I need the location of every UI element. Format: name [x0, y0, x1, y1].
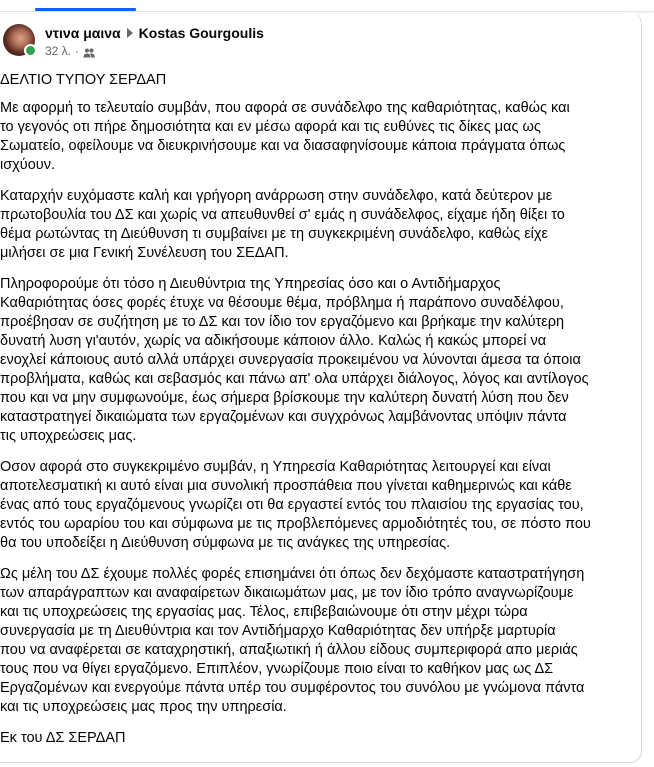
paragraph-line: μιλήσει σε μια Γενική Συνέλευση του ΣΕΔΑΠ. — [0, 245, 289, 261]
paragraph-line: συνεργασία με τη Διευθύντρια και τον Αντιδήμαρχο Καθαριότητας δεν υπήρξε μαρτυρία — [0, 623, 556, 639]
paragraph-line: που και να μην συμφωνούμε, έως σήμερα βρίσκουμε την καλύτερη δυνατή λύση που δεν — [0, 390, 569, 406]
paragraph-line: και τις υποχρεώσεις της εργασίας μας. Τέλος, επιβεβαιώνουμε ότι στην μέχρι τώρα — [0, 604, 528, 620]
paragraph-line: Σωματείο, οφείλουμε να διευκρινήσουμε και να διασαφηνίσουμε κάποια πράγματα όπως — [0, 138, 566, 154]
post-paragraph — [0, 187, 640, 263]
paragraph-line: θέμα ρωτώντας τη Διεύθυνση τι συμβαίνει με τη συγκεκριμένη συνάδελφο, καθώς είχε — [0, 226, 548, 242]
audience-friends-icon[interactable] — [83, 46, 95, 56]
post-body — [0, 71, 640, 760]
paragraph-line: αποτελεσματική κι αυτό είναι μια συνολική προσπάθεια που γίνεται καθημερινώς και κάθε — [0, 478, 572, 494]
paragraph-line: Με αφορμή το τελευταίο συμβάν, που αφορά σε συνάδελφο της καθαριότητας, καθώς και — [0, 100, 570, 116]
post-paragraphs — [0, 99, 640, 717]
post-timestamp-line — [45, 43, 264, 59]
post-timestamp-link[interactable]: 32 λ. — [45, 44, 72, 58]
paragraph-line: και τις υποχρεώσεις μας προς την υπηρεσία. — [0, 699, 287, 715]
paragraph-line: θα του υποδείξει η Διεύθυνση σύμφωνα με τις ανάγκες της υπηρεσίας. — [0, 535, 451, 551]
online-status-icon — [24, 44, 37, 57]
paragraph-line: Ως μέλη του ΔΣ έχουμε πολλές φορές επισημάνει ότι όπως δεν δεχόμαστε καταστρατήγηση — [0, 566, 585, 582]
paragraph-line: προβλήματα, καθώς και σεβασμός και πάνω απ' ολα υπάρχει διάλογος, λόγος και αντίλογος — [0, 371, 589, 387]
paragraph-line: των απαράγραπτων και αναφαίρετων δικαιωμάτων μας, με τον ίδιο τρόπο αναγνωρίζουμε — [0, 585, 574, 601]
paragraph-line: Καθαριότητας όσες φορές έτυχε να θέσουμε θέμα, πρόβλημα ή παράπονο συναδέλφου, — [0, 295, 564, 311]
post-signature: Εκ του ΔΣ ΣΕΡΔΑΠ — [0, 730, 126, 746]
paragraph-line: που να αναφέρεται σε καταχρηστική, απαξιωτική ή άλλου είδους συμπεριφορά απο μεριάς — [0, 642, 578, 658]
post-paragraph — [0, 458, 640, 553]
post-header — [3, 24, 264, 58]
paragraph-line: τις υποχρεώσεις μας. — [0, 428, 137, 444]
paragraph-line: εντός του ωραρίου του και σύμφωνα με τις προβλεπόμενες αρμοδιότητές του, σε πόστο που — [0, 516, 591, 532]
paragraph-line: πρωτοβουλία του ΔΣ και χωρίς να απευθυνθεί σ' εμάς η συνάδελφος, είχαμε ήδη θίξει το — [0, 207, 565, 223]
post-paragraph — [0, 275, 640, 446]
author-line — [45, 24, 264, 42]
post-paragraph — [0, 565, 640, 717]
shared-to-arrow-icon — [127, 28, 133, 38]
active-tab-indicator — [35, 8, 136, 11]
paragraph-line: Πληροφορούμε ότι τόσο η Διευθύντρια της Υπηρεσίας όσο και ο Αντιδήμαρχος — [0, 276, 501, 292]
paragraph-line: τους που να θίγει εργαζόμενο. Επιπλέον, γνωρίζουμε ποιο είναι το καθήκον μας ως ΔΣ — [0, 661, 554, 677]
post-paragraph — [0, 99, 640, 175]
target-profile-link[interactable]: Kostas Gourgoulis — [138, 25, 264, 41]
paragraph-line: δυνατή λυση γι'αυτόν, χωρίς να αδικήσουμε κάποιον άλλο. Καλώς ή κακώς μπορεί να — [0, 333, 547, 349]
post-meta — [45, 24, 264, 59]
press-release-title: ΔΕΛΤΙΟ ΤΥΠΟΥ ΣΕΡΔΑΠ — [0, 72, 167, 88]
paragraph-line: ένας από τους εργαζόμενους γνωρίζει οτι θα εργαστεί εντός του πλαισίου της εργασίας του, — [0, 497, 584, 513]
paragraph-line: Οσον αφορά στο συγκεκριμένο συμβάν, η Υπηρεσία Καθαριότητας λειτουργεί και είναι — [0, 459, 551, 475]
paragraph-line: Καταρχήν ευχόμαστε καλή και γρήγορη ανάρρωση στην συνάδελφο, κατά δεύτερον με — [0, 188, 553, 204]
separator-dot: · — [75, 44, 80, 58]
paragraph-line: ενοχλεί κάποιους αυτό αλλά υπάρχει συνεργασία προκειμένου να λύνονται άμεσα τα όποια — [0, 352, 581, 368]
paragraph-line: προέβησαν σε συζήτηση με το ΔΣ και τον ίδιο τον εργαζόμενο και βρήκαμε την καλύτερη — [0, 314, 565, 330]
paragraph-line: το γεγονός οτι πήρε δημοσιότητα και εν μέσω αφορά και τις ευθύνες τις δίκες μας ως — [0, 119, 541, 135]
paragraph-line: ισχύουν. — [0, 157, 55, 173]
author-name-link[interactable]: ντινα μαινα — [45, 25, 121, 41]
top-navigation-bar — [0, 0, 654, 12]
paragraph-line: Εργαζομένων και ενεργούμε πάντα υπέρ του συμφέροντος του συνόλου με γνώμονα πάντα — [0, 680, 585, 696]
paragraph-line: καταστρατηγεί δικαιώματα των εργαζομένων και συγχρόνως λαμβάνοντας υπόψιν πάντα — [0, 409, 567, 425]
author-avatar[interactable] — [3, 24, 35, 56]
